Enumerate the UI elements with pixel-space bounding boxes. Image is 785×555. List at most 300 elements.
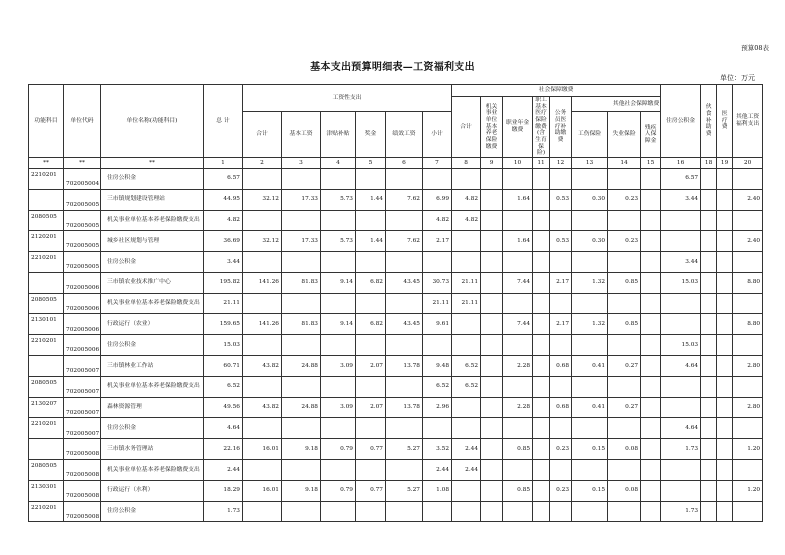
value-cell: 1.20 xyxy=(733,439,763,460)
value-cell xyxy=(533,189,550,210)
value-cell: 6.52 xyxy=(452,376,481,397)
value-cell xyxy=(386,335,423,356)
unit-name-cell: 行政运行（农业） xyxy=(101,314,204,335)
value-cell xyxy=(386,293,423,314)
table-row xyxy=(29,210,763,231)
column-number: 11 xyxy=(533,157,550,168)
value-cell xyxy=(321,501,356,522)
value-cell: 0.23 xyxy=(608,231,641,252)
value-cell: 4.64 xyxy=(661,418,701,439)
value-cell xyxy=(572,501,608,522)
value-cell: 1.73 xyxy=(204,501,243,522)
value-cell xyxy=(717,252,733,273)
value-cell: 3.09 xyxy=(321,356,356,377)
value-cell xyxy=(481,397,503,418)
value-cell: 1.73 xyxy=(661,501,701,522)
header-basic: 基本工资 xyxy=(282,112,321,158)
value-cell xyxy=(481,314,503,335)
func-code-cell: 2210201 xyxy=(29,418,64,439)
column-number: 19 xyxy=(717,157,733,168)
value-cell xyxy=(503,168,533,189)
value-cell xyxy=(481,272,503,293)
value-cell xyxy=(243,335,282,356)
value-cell: 7.62 xyxy=(386,231,423,252)
value-cell: 1.08 xyxy=(423,480,452,501)
table-row xyxy=(29,293,763,314)
value-cell xyxy=(423,335,452,356)
unit-code-cell: 702005004 xyxy=(64,168,101,189)
value-cell: 0.77 xyxy=(356,439,386,460)
header-subtotal-s: 合计 xyxy=(452,97,481,158)
unit-code-cell: 702005008 xyxy=(64,480,101,501)
value-cell: 81.83 xyxy=(282,272,321,293)
value-cell xyxy=(282,460,321,481)
value-cell xyxy=(661,231,701,252)
value-cell: 2.44 xyxy=(204,460,243,481)
value-cell xyxy=(701,335,717,356)
value-cell xyxy=(533,293,550,314)
value-cell xyxy=(243,418,282,439)
value-cell xyxy=(733,376,763,397)
value-cell: 3.44 xyxy=(661,252,701,273)
value-cell: 6.99 xyxy=(423,189,452,210)
value-cell: 0.85 xyxy=(503,480,533,501)
value-cell xyxy=(733,418,763,439)
value-cell xyxy=(282,501,321,522)
unit-code-cell: 702005006 xyxy=(64,272,101,293)
header-injury: 工伤保险 xyxy=(572,112,608,158)
value-cell: 6.52 xyxy=(423,376,452,397)
report-code: 预算08表 xyxy=(741,44,769,52)
column-number: 13 xyxy=(572,157,608,168)
value-cell: 1.44 xyxy=(356,231,386,252)
value-cell: 3.44 xyxy=(661,189,701,210)
value-cell: 6.82 xyxy=(356,314,386,335)
value-cell: 43.82 xyxy=(243,397,282,418)
value-cell xyxy=(641,168,661,189)
unit-name-cell: 住房公积金 xyxy=(101,335,204,356)
func-code-cell: 2080505 xyxy=(29,376,64,397)
value-cell xyxy=(282,335,321,356)
value-cell: 5.73 xyxy=(321,189,356,210)
func-code-cell: 2210201 xyxy=(29,168,64,189)
value-cell xyxy=(608,460,641,481)
table-row xyxy=(29,314,763,335)
value-cell: 21.11 xyxy=(204,293,243,314)
value-cell: 2.17 xyxy=(423,231,452,252)
table-row xyxy=(29,168,763,189)
value-cell xyxy=(356,501,386,522)
table-row xyxy=(29,376,763,397)
value-cell xyxy=(533,480,550,501)
value-cell xyxy=(533,335,550,356)
value-cell: 3.09 xyxy=(321,397,356,418)
value-cell xyxy=(608,501,641,522)
func-code-cell: 2080505 xyxy=(29,293,64,314)
value-cell xyxy=(701,293,717,314)
value-cell xyxy=(243,460,282,481)
header-unit-code: 单位代码 xyxy=(64,85,101,158)
unit-name-cell: 住房公积金 xyxy=(101,418,204,439)
value-cell xyxy=(608,168,641,189)
value-cell: 2.40 xyxy=(733,189,763,210)
value-cell xyxy=(503,418,533,439)
value-cell xyxy=(717,480,733,501)
unit-name-cell: 行政运行（水利） xyxy=(101,480,204,501)
func-code-cell: 2210201 xyxy=(29,335,64,356)
unit-code-cell: 702005007 xyxy=(64,418,101,439)
value-cell xyxy=(717,314,733,335)
value-cell: 2.80 xyxy=(733,397,763,418)
value-cell xyxy=(701,272,717,293)
value-cell: 0.77 xyxy=(356,480,386,501)
value-cell: 16.01 xyxy=(243,480,282,501)
value-cell xyxy=(661,480,701,501)
table-row xyxy=(29,189,763,210)
value-cell: 32.12 xyxy=(243,189,282,210)
value-cell xyxy=(533,252,550,273)
value-cell xyxy=(701,189,717,210)
value-cell xyxy=(608,335,641,356)
unit-name-cell: 森林资源管理 xyxy=(101,397,204,418)
value-cell xyxy=(481,480,503,501)
value-cell xyxy=(386,168,423,189)
value-cell: 17.33 xyxy=(282,231,321,252)
value-cell xyxy=(321,210,356,231)
unit-name-cell: 机关事业单位基本养老保险缴费支出 xyxy=(101,293,204,314)
value-cell: 4.82 xyxy=(452,210,481,231)
value-cell xyxy=(572,210,608,231)
value-cell xyxy=(282,376,321,397)
value-cell xyxy=(503,210,533,231)
value-cell: 6.57 xyxy=(661,168,701,189)
unit-code-cell: 702005006 xyxy=(64,293,101,314)
value-cell: 1.20 xyxy=(733,480,763,501)
value-cell xyxy=(717,501,733,522)
header-disabled: 残疾人保障金 xyxy=(641,112,661,158)
value-cell xyxy=(243,252,282,273)
value-cell: 4.64 xyxy=(661,356,701,377)
value-cell: 43.45 xyxy=(386,314,423,335)
value-cell xyxy=(608,210,641,231)
value-cell xyxy=(733,460,763,481)
value-cell xyxy=(717,168,733,189)
value-cell: 9.18 xyxy=(282,439,321,460)
table-row xyxy=(29,397,763,418)
value-cell xyxy=(386,501,423,522)
value-cell xyxy=(481,293,503,314)
func-code-cell xyxy=(29,356,64,377)
table-row xyxy=(29,501,763,522)
value-cell xyxy=(503,335,533,356)
value-cell xyxy=(661,293,701,314)
value-cell: 0.53 xyxy=(550,231,572,252)
func-code-cell: 2120201 xyxy=(29,231,64,252)
value-cell xyxy=(608,252,641,273)
func-code-cell: 2130101 xyxy=(29,314,64,335)
unit-code-cell: 702005006 xyxy=(64,314,101,335)
value-cell: 2.28 xyxy=(503,397,533,418)
value-cell xyxy=(550,293,572,314)
value-cell xyxy=(717,210,733,231)
value-cell: 6.52 xyxy=(452,356,481,377)
value-cell xyxy=(533,418,550,439)
value-cell: 0.15 xyxy=(572,480,608,501)
column-number: 18 xyxy=(701,157,717,168)
value-cell: 60.71 xyxy=(204,356,243,377)
value-cell xyxy=(533,501,550,522)
value-cell xyxy=(701,480,717,501)
value-cell xyxy=(533,376,550,397)
value-cell xyxy=(282,168,321,189)
value-cell xyxy=(533,460,550,481)
unit-name-cell: 住房公积金 xyxy=(101,501,204,522)
value-cell: 18.29 xyxy=(204,480,243,501)
value-cell xyxy=(243,210,282,231)
value-cell xyxy=(481,376,503,397)
value-cell: 1.44 xyxy=(356,189,386,210)
value-cell: 0.53 xyxy=(550,189,572,210)
value-cell: 49.56 xyxy=(204,397,243,418)
value-cell: 7.44 xyxy=(503,314,533,335)
value-cell xyxy=(503,460,533,481)
value-cell xyxy=(533,231,550,252)
value-cell: 2.96 xyxy=(423,397,452,418)
column-number: 6 xyxy=(386,157,423,168)
value-cell xyxy=(423,168,452,189)
value-cell xyxy=(701,397,717,418)
column-number: 20 xyxy=(733,157,763,168)
value-cell: 0.15 xyxy=(572,439,608,460)
column-number-row xyxy=(29,157,763,168)
value-cell: 15.03 xyxy=(661,335,701,356)
header-subtotal-w: 合计 xyxy=(243,112,282,158)
value-cell xyxy=(641,460,661,481)
unit-name-cell: 三市镇林业工作站 xyxy=(101,356,204,377)
value-cell xyxy=(550,252,572,273)
value-cell: 0.41 xyxy=(572,397,608,418)
value-cell xyxy=(452,168,481,189)
value-cell: 0.23 xyxy=(550,480,572,501)
value-cell xyxy=(481,418,503,439)
value-cell: 9.61 xyxy=(423,314,452,335)
unit-name-cell: 住房公积金 xyxy=(101,252,204,273)
value-cell xyxy=(641,418,661,439)
value-cell: 36.69 xyxy=(204,231,243,252)
column-number: 1 xyxy=(204,157,243,168)
value-cell xyxy=(533,168,550,189)
value-cell: 6.82 xyxy=(356,272,386,293)
value-cell: 0.27 xyxy=(608,356,641,377)
value-cell xyxy=(661,460,701,481)
value-cell xyxy=(503,293,533,314)
value-cell xyxy=(356,293,386,314)
value-cell: 6.57 xyxy=(204,168,243,189)
value-cell: 5.27 xyxy=(386,480,423,501)
func-code-cell xyxy=(29,272,64,293)
header-unit-name: 单位名称(功能科目) xyxy=(101,85,204,158)
value-cell: 0.30 xyxy=(572,189,608,210)
value-cell xyxy=(717,397,733,418)
value-cell xyxy=(733,168,763,189)
value-cell xyxy=(717,189,733,210)
value-cell xyxy=(701,376,717,397)
value-cell: 3.44 xyxy=(204,252,243,273)
value-cell: 0.85 xyxy=(608,272,641,293)
value-cell xyxy=(608,418,641,439)
budget-table xyxy=(28,84,763,522)
value-cell xyxy=(481,356,503,377)
value-cell xyxy=(452,397,481,418)
unit-name-cell: 城乡社区规划与管理 xyxy=(101,231,204,252)
column-number: 14 xyxy=(608,157,641,168)
value-cell xyxy=(452,314,481,335)
value-cell xyxy=(550,335,572,356)
func-code-cell: 2080505 xyxy=(29,460,64,481)
value-cell xyxy=(243,168,282,189)
value-cell xyxy=(572,335,608,356)
value-cell xyxy=(641,501,661,522)
value-cell xyxy=(481,252,503,273)
value-cell: 2.07 xyxy=(356,397,386,418)
value-cell: 2.28 xyxy=(503,356,533,377)
value-cell: 8.80 xyxy=(733,272,763,293)
value-cell xyxy=(533,210,550,231)
value-cell: 44.95 xyxy=(204,189,243,210)
value-cell xyxy=(533,314,550,335)
value-cell xyxy=(572,460,608,481)
value-cell xyxy=(386,210,423,231)
value-cell: 43.45 xyxy=(386,272,423,293)
table-row xyxy=(29,439,763,460)
header-unemp: 失业保险 xyxy=(608,112,641,158)
value-cell: 9.48 xyxy=(423,356,452,377)
value-cell xyxy=(701,252,717,273)
value-cell xyxy=(386,418,423,439)
value-cell xyxy=(481,335,503,356)
unit-code-cell: 702005008 xyxy=(64,439,101,460)
value-cell xyxy=(423,252,452,273)
value-cell xyxy=(641,231,661,252)
value-cell: 2.44 xyxy=(452,439,481,460)
value-cell: 141.26 xyxy=(243,272,282,293)
column-number: 4 xyxy=(321,157,356,168)
value-cell xyxy=(717,335,733,356)
value-cell: 2.44 xyxy=(423,460,452,481)
value-cell xyxy=(717,293,733,314)
value-cell xyxy=(533,439,550,460)
value-cell: 9.18 xyxy=(282,480,321,501)
value-cell xyxy=(356,210,386,231)
value-cell: 4.82 xyxy=(452,189,481,210)
value-cell: 21.11 xyxy=(452,293,481,314)
value-cell xyxy=(641,252,661,273)
value-cell xyxy=(717,231,733,252)
value-cell xyxy=(641,376,661,397)
value-cell xyxy=(733,501,763,522)
header-perf: 绩效工资 xyxy=(386,112,423,158)
value-cell: 24.88 xyxy=(282,397,321,418)
value-cell xyxy=(533,272,550,293)
value-cell: 17.33 xyxy=(282,189,321,210)
header-medical: 医疗费 xyxy=(717,85,733,158)
value-cell xyxy=(641,189,661,210)
value-cell xyxy=(481,231,503,252)
value-cell xyxy=(243,376,282,397)
value-cell xyxy=(356,335,386,356)
column-number: 15 xyxy=(641,157,661,168)
value-cell xyxy=(572,418,608,439)
value-cell: 21.11 xyxy=(423,293,452,314)
unit-name-cell: 三市镇水务管理站 xyxy=(101,439,204,460)
value-cell xyxy=(386,252,423,273)
unit-code-cell: 702005005 xyxy=(64,252,101,273)
value-cell: 0.23 xyxy=(550,439,572,460)
unit-name-cell: 三市镇规划建设管理站 xyxy=(101,189,204,210)
value-cell xyxy=(733,293,763,314)
value-cell: 21.11 xyxy=(452,272,481,293)
value-cell: 13.78 xyxy=(386,397,423,418)
value-cell xyxy=(452,501,481,522)
value-cell xyxy=(481,501,503,522)
value-cell: 43.82 xyxy=(243,356,282,377)
value-cell xyxy=(701,418,717,439)
value-cell: 2.07 xyxy=(356,356,386,377)
value-cell xyxy=(356,252,386,273)
value-cell xyxy=(701,231,717,252)
func-code-cell xyxy=(29,439,64,460)
value-cell xyxy=(717,376,733,397)
value-cell xyxy=(701,168,717,189)
value-cell: 4.64 xyxy=(204,418,243,439)
value-cell: 0.08 xyxy=(608,480,641,501)
value-cell: 1.73 xyxy=(661,439,701,460)
unit-code-cell: 702005008 xyxy=(64,460,101,481)
value-cell xyxy=(243,501,282,522)
unit-code-cell: 702005005 xyxy=(64,210,101,231)
value-cell xyxy=(572,252,608,273)
value-cell xyxy=(701,501,717,522)
value-cell: 15.03 xyxy=(661,272,701,293)
header-subtotal-o: 小计 xyxy=(423,112,452,158)
value-cell: 16.01 xyxy=(243,439,282,460)
header-bonus: 奖金 xyxy=(356,112,386,158)
value-cell: 2.44 xyxy=(452,460,481,481)
value-cell: 22.16 xyxy=(204,439,243,460)
value-cell xyxy=(701,210,717,231)
unit-code-cell: 702005006 xyxy=(64,335,101,356)
value-cell xyxy=(641,210,661,231)
value-cell: 13.78 xyxy=(386,356,423,377)
unit-name-cell: 机关事业单位基本养老保险缴费支出 xyxy=(101,460,204,481)
value-cell xyxy=(550,168,572,189)
value-cell xyxy=(661,397,701,418)
value-cell: 5.27 xyxy=(386,439,423,460)
value-cell xyxy=(503,376,533,397)
value-cell: 159.65 xyxy=(204,314,243,335)
value-cell: 30.73 xyxy=(423,272,452,293)
unit-code-cell: 702005008 xyxy=(64,501,101,522)
value-cell xyxy=(356,168,386,189)
value-cell: 0.85 xyxy=(608,314,641,335)
header-pension: 机关事业单位基本养老保险缴费 xyxy=(481,97,503,158)
value-cell xyxy=(717,439,733,460)
value-cell xyxy=(321,252,356,273)
value-cell xyxy=(550,460,572,481)
value-cell xyxy=(356,418,386,439)
value-cell xyxy=(701,356,717,377)
value-cell xyxy=(733,252,763,273)
